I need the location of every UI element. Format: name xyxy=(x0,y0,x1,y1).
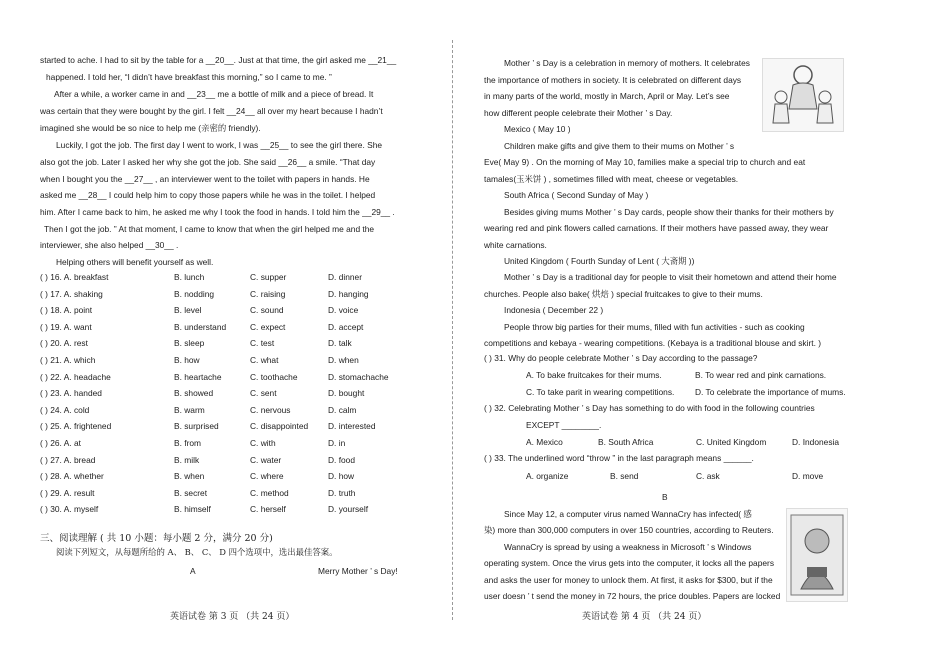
option: B. milk xyxy=(174,454,200,465)
question-32-sub: EXCEPT ________. xyxy=(526,420,602,430)
passage-line: Eve( May 9) . On the morning of May 10, families make a special trip to church and eat xyxy=(484,157,806,167)
passage-line: the importance of mothers in society. It is celebrated on different days xyxy=(484,75,742,85)
passage-line: Mother ’ s Day is a celebration in memory of mothers. It celebrates xyxy=(504,58,750,68)
option: D. when xyxy=(328,355,359,365)
option: D. hanging xyxy=(328,288,369,299)
passage-line: churches. People also bake( 烘焙 ) special fruitcakes to give to their mums. xyxy=(484,289,763,299)
option: D. truth xyxy=(328,487,356,498)
option: D. in xyxy=(328,438,346,448)
passage-line: happened. I told her, “I didn’t have breakfast this morning,” so I came to me. ” xyxy=(46,72,332,82)
question-number-option: ( ) 26. A. at xyxy=(40,438,81,448)
passage-line: user doesn ’ t send the money in 72 hours, the price doubles. Papers are locked xyxy=(484,591,781,601)
option: B. showed xyxy=(174,388,214,399)
option: C. United Kingdom xyxy=(696,437,767,447)
option: D. food xyxy=(328,454,356,465)
hacker-illustration-icon xyxy=(786,508,848,602)
option: B. from xyxy=(174,438,201,448)
passage-line: United Kingdom ( Fourth Sunday of Lent ( 大斋期 )) xyxy=(504,256,695,266)
option: C. method xyxy=(250,487,289,498)
option: B. level xyxy=(174,305,202,316)
option: A. organize xyxy=(526,471,569,481)
option: D. Indonesia xyxy=(792,437,840,447)
passage-line: Mexico ( May 10 ) xyxy=(504,124,571,134)
passage-line: 染) more than 300,000 computers in over 150 countries, according to Reuters. xyxy=(484,525,774,535)
passage-b-label: B xyxy=(662,492,668,502)
option: C. ask xyxy=(696,471,720,481)
passage-line: Helping others will benefit yourself as well. xyxy=(56,257,214,267)
question-number-option: ( ) 30. A. myself xyxy=(40,504,99,515)
option: D. voice xyxy=(328,305,359,316)
option: B. heartache xyxy=(174,371,222,382)
passage-line: started to ache. I had to sit by the table for a __20__. Just at that time, the girl asked me __21__ xyxy=(40,55,397,65)
passage-line: Mother ’ s Day is a traditional day for people to visit their hometown and attend their home xyxy=(504,272,837,282)
right-page xyxy=(470,0,950,671)
passage-line: WannaCry is spread by using a weakness in Microsoft ’ s Windows xyxy=(504,542,752,552)
section-title: 三、阅读理解 ( 共 10 小题：每小题 2 分，满分 20 分) xyxy=(40,533,273,544)
option: B. South Africa xyxy=(598,437,654,447)
option: D. accept xyxy=(328,321,364,332)
option: A. Mexico xyxy=(526,437,563,447)
option: C. where xyxy=(250,471,284,482)
section-instructions: 阅读下列短文，从每题所给的 A、 B、 C、 D 四个选项中，选出最佳答案。 xyxy=(56,547,338,557)
passage-line: competitions and kebaya - wearing competitions. (Kebaya is a traditional blouse and skirt. ) xyxy=(484,338,822,348)
option: C. expect xyxy=(250,321,286,332)
passage-line: when I bought you the __27__ , an interviewer went to the toilet with papers in hands. He xyxy=(40,174,370,184)
option: B. when xyxy=(174,471,205,482)
passage-line: and asks the user for money to unlock them. At first, it asks for $300, but if the xyxy=(484,575,773,585)
question-number-option: ( ) 16. A. breakfast xyxy=(40,272,109,282)
passage-a-label: A xyxy=(190,566,196,576)
passage-line: After a while, a worker came in and __23__ me a bottle of milk and a piece of bread. It xyxy=(54,89,374,99)
passage-line: tamales(玉米饼 ) , sometimes filled with meat, cheese or vegetables. xyxy=(484,174,739,184)
option: D. To celebrate the importance of mums. xyxy=(695,387,846,397)
question-33: ( ) 33. The underlined word “throw ” in the last paragraph means ______. xyxy=(484,453,754,463)
passage-line: Children make gifts and give them to their mums on Mother ’ s xyxy=(504,141,735,151)
option: B. himself xyxy=(174,504,211,515)
passage-line: Besides giving mums Mother ’ s Day cards, people show their thanks for their mothers by xyxy=(504,207,834,217)
option: B. understand xyxy=(174,321,227,332)
passage-line: also got the job. Later I asked her why she got the job. She said __26__ a smile. “That day xyxy=(40,157,376,167)
question-31: ( ) 31. Why do people celebrate Mother ’ s Day according to the passage? xyxy=(484,353,758,363)
option: D. how xyxy=(328,471,355,482)
question-number-option: ( ) 19. A. want xyxy=(40,321,92,332)
question-number-option: ( ) 25. A. frightened xyxy=(40,421,112,432)
passage-line: Indonesia ( December 22 ) xyxy=(504,305,604,315)
passage-line: wearing red and pink flowers called carnations. If their mothers have passed away, they wear xyxy=(484,223,829,233)
option: D. stomachache xyxy=(328,371,389,382)
option: C. water xyxy=(250,454,282,465)
question-number-option: ( ) 23. A. handed xyxy=(40,388,102,399)
passage-line: interviewer, she also helped __30__ . xyxy=(40,240,179,250)
question-number-option: ( ) 18. A. point xyxy=(40,305,93,316)
option: D. bought xyxy=(328,388,365,399)
passage-a-title: Merry Mother ’ s Day! xyxy=(318,566,398,576)
option: C. test xyxy=(250,338,275,349)
option: A. To bake fruitcakes for their mums. xyxy=(526,370,662,380)
passage-line: in many parts of the world, mostly in March, April or May. Let’s see xyxy=(484,91,730,101)
passage-line: Then I got the job. ” At that moment, I came to know that when the girl helped me and the xyxy=(44,224,375,234)
question-32: ( ) 32. Celebrating Mother ’ s Day has something to do with food in the following countries xyxy=(484,403,815,413)
left-page xyxy=(0,0,460,671)
passage-line: South Africa ( Second Sunday of May ) xyxy=(504,190,649,200)
option: D. dinner xyxy=(328,272,362,282)
question-number-option: ( ) 22. A. headache xyxy=(40,371,111,382)
option: B. nodding xyxy=(174,288,215,299)
option: C. disappointed xyxy=(250,421,309,432)
option: D. talk xyxy=(328,338,352,349)
option: B. warm xyxy=(174,404,205,415)
option: C. To take parit in wearing competitions. xyxy=(526,387,675,397)
option: C. supper xyxy=(250,272,287,282)
option: B. send xyxy=(610,471,639,481)
passage-line: asked me __28__ I could help him to copy those papers while he was in the toilet. I helped xyxy=(40,190,376,200)
option: C. herself xyxy=(250,504,286,515)
option: C. raising xyxy=(250,288,286,299)
option: D. interested xyxy=(328,421,376,432)
passage-line: People throw big parties for their mums, filled with fun activities - such as cooking xyxy=(504,322,805,332)
passage-line: imagined she would be so nice to help me (亲密的 friendly). xyxy=(40,123,261,133)
passage-line: operating system. Once the virus gets into the computer, it locks all the papers xyxy=(484,558,775,568)
option: C. what xyxy=(250,355,279,365)
passage-line: was certain that they were bought by the girl. I felt __24__ all over my heart because I hadn’t xyxy=(40,106,383,116)
passage-line: Luckily, I got the job. The first day I went to work, I was __25__ to see the girl there. She xyxy=(56,140,383,150)
option: B. lunch xyxy=(174,272,205,282)
option: B. secret xyxy=(174,487,208,498)
page-footer: 英语试卷 第 4 页 （共 24 页） xyxy=(582,612,707,622)
option: C. sent xyxy=(250,388,277,399)
option: D. calm xyxy=(328,404,357,415)
family-illustration-icon xyxy=(762,58,844,132)
passage-line: Since May 12, a computer virus named WannaCry has infected( 感 xyxy=(504,509,752,519)
option: C. toothache xyxy=(250,371,298,382)
option: C. with xyxy=(250,438,276,448)
passage-line: how different people celebrate their Mother ’ s Day. xyxy=(484,108,673,118)
passage-line: him. After I came back to him, he asked me why I took the food in hands. I told him the __29__ . xyxy=(40,207,395,217)
question-number-option: ( ) 17. A. shaking xyxy=(40,288,103,299)
option: B. sleep xyxy=(174,338,205,349)
option: D. move xyxy=(792,471,824,481)
option: D. yourself xyxy=(328,504,369,515)
option: B. how xyxy=(174,355,200,365)
question-number-option: ( ) 24. A. cold xyxy=(40,404,90,415)
question-number-option: ( ) 29. A. result xyxy=(40,487,95,498)
question-number-option: ( ) 27. A. bread xyxy=(40,454,96,465)
page-footer: 英语试卷 第 3 页 （共 24 页） xyxy=(170,612,295,622)
question-number-option: ( ) 20. A. rest xyxy=(40,338,88,349)
question-number-option: ( ) 21. A. which xyxy=(40,355,96,365)
option: C. nervous xyxy=(250,404,291,415)
passage-line: white carnations. xyxy=(484,240,547,250)
question-number-option: ( ) 28. A. whether xyxy=(40,471,104,482)
option: B. To wear red and pink carnations. xyxy=(695,370,827,380)
option: C. sound xyxy=(250,305,284,316)
option: B. surprised xyxy=(174,421,219,432)
